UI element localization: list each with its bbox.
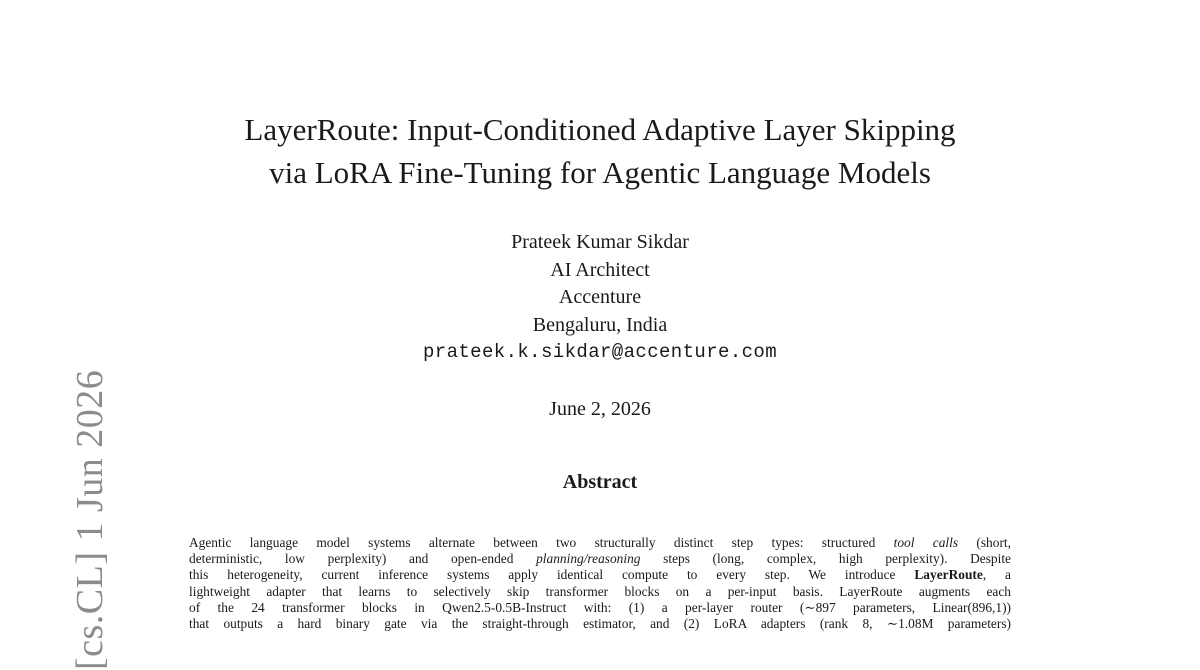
abstract-text: , a xyxy=(982,567,1012,583)
abstract-line xyxy=(189,535,1011,551)
abstract-heading: Abstract xyxy=(562,471,638,493)
title-line-1: LayerRoute: Input-Conditioned Adaptive Layer Skipping xyxy=(244,112,956,147)
abstract-emphasis-italic: planning/reasoning xyxy=(536,551,641,567)
abstract-text: steps (long, complex, high perplexity). Despite xyxy=(640,551,1011,567)
author-block xyxy=(300,229,900,367)
abstract-emphasis-italic: tool calls xyxy=(893,535,959,550)
abstract-text: that outputs a hard binary gate via the straight-through estimator, and (2) LoRA adapters (rank 8, ∼1.08M parameters) xyxy=(189,616,1011,632)
author-location: Bengaluru, India xyxy=(532,313,668,336)
abstract-line xyxy=(189,600,1011,616)
abstract-text: lightweight adapter that learns to selectively skip transformer blocks on a per-input basis. LayerRoute augments each xyxy=(189,583,1011,599)
abstract-text: Agentic language model systems alternate between two structurally distinct step types: structured xyxy=(189,535,894,550)
author-email[interactable]: prateek.k.sikdar@accenture.com xyxy=(422,341,778,363)
abstract-line xyxy=(189,584,1011,600)
abstract-body xyxy=(189,535,1011,648)
author-organization: Accenture xyxy=(558,286,642,308)
arxiv-side-stamp xyxy=(28,340,111,670)
paper-date: June 2, 2026 xyxy=(549,398,651,420)
author-name: Prateek Kumar Sikdar xyxy=(511,231,689,253)
abstract-text: this heterogeneity, current inference systems apply identical compute to every step. We introduce xyxy=(189,567,915,583)
arxiv-stamp-text: [cs.CL] 1 Jun 2026 xyxy=(69,369,111,670)
abstract-line xyxy=(189,616,1011,632)
abstract-text: (short, xyxy=(958,535,1011,550)
paper-title xyxy=(150,108,1050,194)
abstract-line xyxy=(189,567,1011,583)
author-role: AI Architect xyxy=(550,258,650,281)
abstract-text: of the 24 transformer blocks in Qwen2.5-0.5B-Instruct with: (1) a per-layer router (∼897 parameters, Linear(896,1)) xyxy=(189,599,1011,615)
abstract-text: deterministic, low perplexity) and open-ended xyxy=(189,551,537,567)
abstract-line xyxy=(189,551,1011,567)
title-line-2: via LoRA Fine-Tuning for Agentic Language Models xyxy=(269,155,931,190)
abstract-emphasis-bold: LayerRoute xyxy=(914,567,983,583)
